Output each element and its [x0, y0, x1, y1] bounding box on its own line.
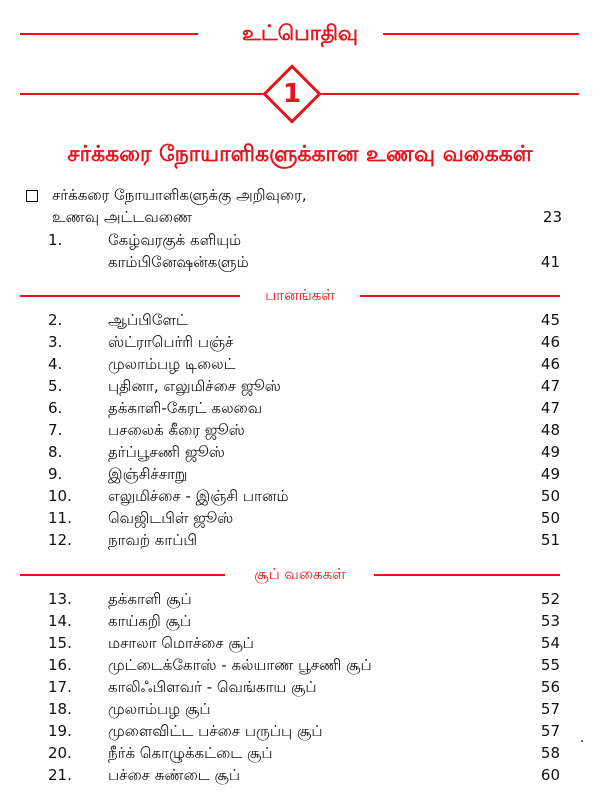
entry-page: 46 — [540, 355, 560, 373]
entry-title: தர்ப்பூசணி ஜூஸ் — [108, 443, 225, 461]
entry-number: 15. — [48, 634, 72, 652]
entry-page: 50 — [540, 509, 560, 527]
entry-title: நாவற் காப்பி — [108, 531, 198, 549]
page-title: உட்பொதிவு — [241, 21, 358, 45]
entry-page: 55 — [540, 656, 560, 674]
entry-title: முட்டைக்கோஸ் - கல்யாண பூசணி சூப் — [108, 656, 372, 674]
toc-entry — [48, 764, 560, 786]
entry-page: 57 — [540, 722, 560, 740]
toc-entry — [48, 529, 560, 551]
toc-entry — [48, 441, 560, 463]
entry-number: 11. — [48, 509, 72, 527]
entry-title: ஸ்ட்ராபெர்ரி பஞ்ச் — [108, 333, 234, 351]
entry-title: காய்கறி சூப் — [108, 612, 192, 630]
entry-title: பச்சை சுண்டை சூப் — [108, 766, 241, 784]
chapter-rule-right — [318, 93, 579, 95]
entry-number: 6. — [48, 399, 63, 417]
chapter-rule-left — [20, 93, 266, 95]
toc-entry — [48, 353, 560, 375]
entry-title: பசலைக் கீரை ஜூஸ் — [108, 421, 245, 439]
entry-number: 20. — [48, 744, 72, 762]
entry-number: 19. — [48, 722, 72, 740]
entry-number: 10. — [48, 487, 72, 505]
entry-title-line-1: கேழ்வரகுக் களியும் — [108, 231, 242, 249]
entry-number: 14. — [48, 612, 72, 630]
toc-entry — [48, 507, 560, 529]
entry-page: 58 — [540, 744, 560, 762]
toc-entry-1 — [48, 229, 560, 273]
section-title-text: சூப் வகைகள் — [250, 565, 350, 583]
entry-page: 49 — [540, 465, 560, 483]
toc-entry — [48, 419, 560, 441]
entry-title: தக்காளி சூப் — [108, 590, 192, 608]
toc-entry — [48, 375, 560, 397]
toc-entry — [48, 720, 560, 742]
entry-title: நீர்க் கொழுக்கட்டை சூப் — [108, 744, 273, 762]
checkbox-bullet-icon — [26, 190, 38, 202]
intro-line-1: சர்க்கரை நோயாளிகளுக்கு அறிவுரை, — [52, 186, 307, 204]
entry-number: 17. — [48, 678, 72, 696]
toc-entry — [48, 610, 560, 632]
toc-entry — [48, 463, 560, 485]
entry-title: ஆப்பிளேட் — [108, 311, 188, 329]
entry-title: இஞ்சிச்சாறு — [108, 465, 188, 483]
toc-entry — [48, 742, 560, 764]
entry-page: 47 — [540, 377, 560, 395]
entry-title: மசாலா மொச்சை சூப் — [108, 634, 254, 652]
entry-number: 9. — [48, 465, 63, 483]
entry-page: 56 — [540, 678, 560, 696]
toc-entry — [48, 698, 560, 720]
toc-entry — [48, 485, 560, 507]
entry-page: 57 — [540, 700, 560, 718]
entry-page: 50 — [540, 487, 560, 505]
toc-entry — [48, 397, 560, 419]
entry-title: காலிஃபிளவர் - வெங்காய சூப் — [108, 678, 317, 696]
toc-entry — [48, 309, 560, 331]
entry-title: முலாம்பழ சூப் — [108, 700, 211, 718]
entry-title: முலாம்பழ டிலைட் — [108, 355, 236, 373]
entry-page: 47 — [540, 399, 560, 417]
entry-number: 1. — [48, 231, 63, 249]
entry-number: 8. — [48, 443, 63, 461]
entry-title: முளைவிட்ட பச்சை பருப்பு சூப் — [108, 722, 323, 740]
section-rule-right — [360, 295, 560, 297]
entry-page: 49 — [540, 443, 560, 461]
entry-page: 54 — [540, 634, 560, 652]
entry-number: 3. — [48, 333, 63, 351]
entry-page: 60 — [540, 766, 560, 784]
entry-number: 21. — [48, 766, 72, 784]
entry-page: 46 — [540, 333, 560, 351]
entry-number: 12. — [48, 531, 72, 549]
intro-page: 23 — [542, 208, 562, 226]
entry-number: 18. — [48, 700, 72, 718]
section-title-text: பானங்கள் — [261, 286, 339, 304]
entry-title: எலுமிச்சை - இஞ்சி பானம் — [108, 487, 289, 505]
entry-page: 53 — [540, 612, 560, 630]
entry-number: 16. — [48, 656, 72, 674]
toc-entry — [48, 654, 560, 676]
entry-page: 41 — [540, 253, 560, 271]
chapter-number: 1 — [282, 79, 302, 109]
entry-title: புதினா, எலுமிச்சை ஜூஸ் — [108, 377, 281, 395]
entry-title-line-2: காம்பினேஷன்களும் — [108, 253, 249, 271]
header-rule-right — [383, 33, 579, 35]
entry-title: வெஜிடபிள் ஜூஸ் — [108, 509, 234, 527]
entry-page: 52 — [540, 590, 560, 608]
entry-number: 2. — [48, 311, 63, 329]
toc-entry — [48, 632, 560, 654]
chapter-title: சர்க்கரை நோயாளிகளுக்கான உணவு வகைகள் — [67, 142, 533, 167]
entry-number: 7. — [48, 421, 63, 439]
toc-entry — [48, 588, 560, 610]
scan-speck — [581, 740, 583, 742]
intro-line-2: உணவு அட்டவணை — [52, 208, 193, 226]
toc-entry — [48, 331, 560, 353]
entry-title: தக்காளி-கேரட் கலவை — [108, 399, 263, 417]
entry-page: 45 — [540, 311, 560, 329]
entry-page: 48 — [540, 421, 560, 439]
entry-number: 4. — [48, 355, 63, 373]
entry-number: 13. — [48, 590, 72, 608]
section-rule-right — [374, 574, 560, 576]
entry-page: 51 — [540, 531, 560, 549]
toc-entry — [48, 676, 560, 698]
entry-number: 5. — [48, 377, 63, 395]
